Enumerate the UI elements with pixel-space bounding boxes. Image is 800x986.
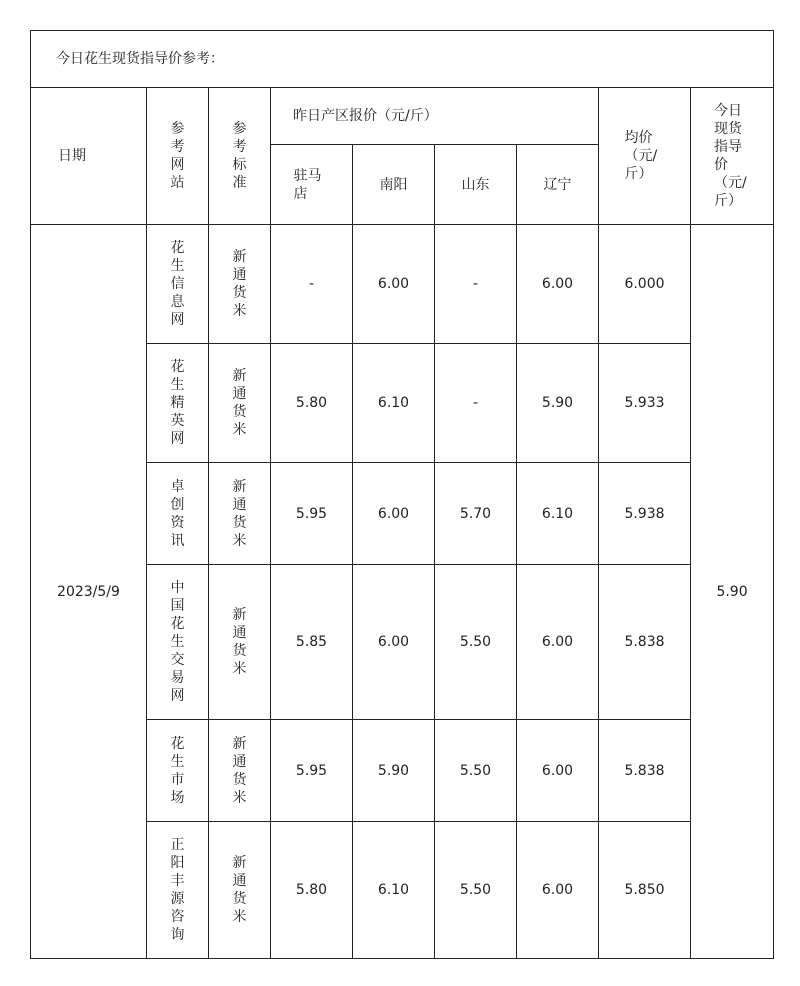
price-shandong: -: [435, 225, 517, 344]
header-site-cell: [147, 88, 209, 225]
price-average: 5.850: [599, 822, 691, 959]
header-today-cell: [691, 88, 774, 225]
header-region-zhumadian: 驻马店: [293, 167, 322, 202]
site-name: 正阳丰源咨询: [170, 837, 185, 943]
site-cell: [147, 225, 209, 344]
price-average: 6.000: [599, 225, 691, 344]
price-nanyang: 6.00: [353, 225, 435, 344]
price-average: 5.933: [599, 344, 691, 463]
standard-cell: [209, 463, 271, 565]
header-standard: 参考标准: [232, 121, 247, 191]
header-date: 日期: [31, 88, 147, 225]
header-region-nanyang: 南阳: [353, 145, 435, 225]
standard-cell: [209, 565, 271, 720]
standard-name: 新通货米: [232, 735, 247, 806]
site-name: 中国花生交易网: [170, 580, 185, 704]
price-shandong: 5.70: [435, 463, 517, 565]
header-site: 参考网站: [170, 121, 185, 191]
header-region-cell: [271, 145, 353, 225]
price-shandong: -: [435, 344, 517, 463]
header-region-liaoning: 辽宁: [517, 145, 599, 225]
site-cell: [147, 565, 209, 720]
standard-cell: [209, 225, 271, 344]
price-zhumadian: 5.95: [271, 720, 353, 822]
date-cell: 2023/5/9: [31, 225, 147, 959]
price-zhumadian: -: [271, 225, 353, 344]
today-price-cell: 5.90: [691, 225, 774, 959]
price-liaoning: 6.00: [517, 720, 599, 822]
price-liaoning: 6.10: [517, 463, 599, 565]
price-liaoning: 5.90: [517, 344, 599, 463]
table-row: [31, 225, 774, 344]
price-nanyang: 6.10: [353, 344, 435, 463]
site-cell: [147, 344, 209, 463]
price-average: 5.838: [599, 565, 691, 720]
site-name: 卓创资讯: [170, 478, 185, 549]
price-nanyang: 6.00: [353, 565, 435, 720]
price-zhumadian: 5.95: [271, 463, 353, 565]
price-nanyang: 6.10: [353, 822, 435, 959]
standard-name: 新通货米: [232, 249, 247, 319]
price-liaoning: 6.00: [517, 822, 599, 959]
site-name: 花生精英网: [170, 359, 185, 447]
price-liaoning: 6.00: [517, 565, 599, 720]
header-region-group: 昨日产区报价（元/斤）: [271, 88, 599, 145]
price-zhumadian: 5.80: [271, 822, 353, 959]
standard-name: 新通货米: [232, 855, 247, 925]
header-standard-cell: [209, 88, 271, 225]
site-name: 花生市场: [170, 735, 185, 806]
standard-cell: [209, 822, 271, 959]
standard-cell: [209, 344, 271, 463]
peanut-price-table: [30, 30, 774, 959]
header-today: 今日现货指导价（元/斤）: [714, 103, 747, 209]
header-region-shandong: 山东: [435, 145, 517, 225]
standard-name: 新通货米: [232, 478, 247, 549]
table-caption: 今日花生现货指导价参考：: [31, 31, 774, 88]
price-shandong: 5.50: [435, 565, 517, 720]
price-nanyang: 6.00: [353, 463, 435, 565]
site-cell: [147, 463, 209, 565]
standard-name: 新通货米: [232, 368, 247, 438]
price-zhumadian: 5.85: [271, 565, 353, 720]
site-name: 花生信息网: [170, 240, 185, 328]
price-nanyang: 5.90: [353, 720, 435, 822]
site-cell: [147, 822, 209, 959]
header-avg: 均价（元/斤）: [624, 130, 658, 182]
price-zhumadian: 5.80: [271, 344, 353, 463]
price-liaoning: 6.00: [517, 225, 599, 344]
header-avg-cell: [599, 88, 691, 225]
price-shandong: 5.50: [435, 720, 517, 822]
site-cell: [147, 720, 209, 822]
standard-cell: [209, 720, 271, 822]
price-shandong: 5.50: [435, 822, 517, 959]
standard-name: 新通货米: [232, 607, 247, 677]
price-average: 5.838: [599, 720, 691, 822]
price-average: 5.938: [599, 463, 691, 565]
